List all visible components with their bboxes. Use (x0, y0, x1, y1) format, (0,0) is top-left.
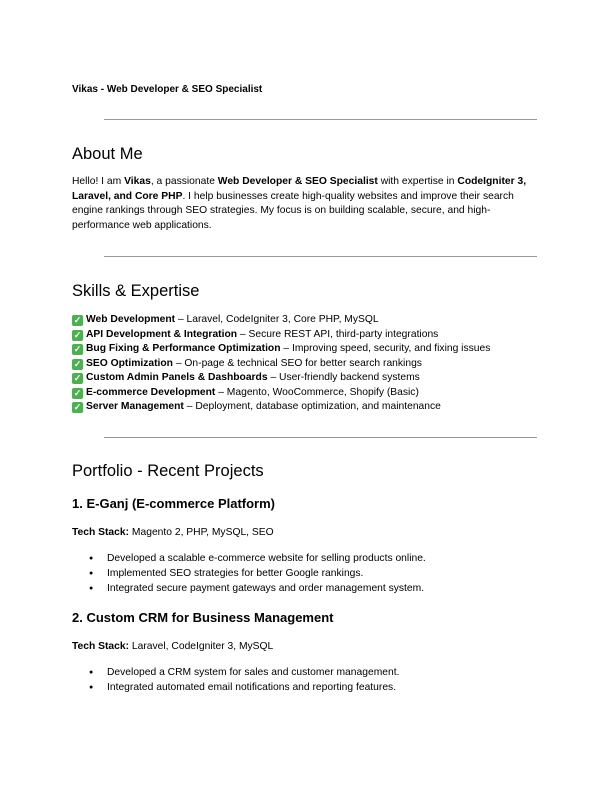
skill-description: – Improving speed, security, and fixing issues (280, 343, 491, 354)
skill-item (72, 357, 490, 372)
skill-item (72, 371, 490, 386)
project-bullets (72, 552, 426, 596)
skill-description: – User-friendly backend systems (267, 372, 420, 383)
divider (104, 437, 537, 438)
list-item: ● Integrated secure payment gateways and order management system. (72, 582, 426, 597)
skill-description: – Laravel, CodeIgniter 3, Core PHP, MySQL (175, 314, 379, 325)
skill-name: Web Development (86, 314, 176, 325)
list-item: ● Integrated automated email notifications and reporting features. (72, 681, 399, 696)
bold-text: CodeIgniter 3, Laravel, and Core PHP (72, 176, 527, 202)
tech-stack-label: Tech Stack: (72, 527, 130, 538)
skill-name: Server Management (86, 401, 184, 412)
project-title: 2. Custom CRM for Business Management (72, 610, 334, 625)
skill-description: – Deployment, database optimization, and maintenance (183, 401, 441, 412)
skill-item (72, 342, 490, 357)
skill-description: – On-page & technical SEO for better search rankings (172, 357, 422, 369)
list-item: ● Implemented SEO strategies for better Google rankings. (72, 567, 426, 582)
tech-stack (72, 527, 274, 538)
project-bullets (72, 666, 399, 696)
text: . I help businesses create high-quality websites and improve their search engine rankings through SEO strategies. My focus is on building scalable, secure, and high-performance web applications. (72, 190, 514, 231)
check-mark-icon: ✓ (73, 315, 82, 325)
tech-stack-label: Tech Stack: (72, 641, 130, 652)
skill-name: Custom Admin Panels & Dashboards (86, 372, 268, 383)
skill-item (72, 328, 490, 343)
check-mark-icon: ✓ (73, 329, 82, 340)
tech-stack (72, 641, 273, 652)
text: , a passionate (150, 176, 218, 187)
divider (104, 119, 537, 120)
skill-name: API Development & Integration (86, 328, 238, 340)
check-mark-icon: ✓ (73, 402, 82, 412)
tech-stack-value: Laravel, CodeIgniter 3, MySQL (129, 641, 274, 652)
skill-item (72, 313, 490, 328)
check-mark-icon: ✓ (73, 387, 82, 398)
skills-heading: Skills & Expertise (72, 282, 200, 300)
divider (104, 256, 537, 257)
skill-description: – Magento, WooCommerce, Shopify (Basic) (215, 386, 419, 398)
skills-list (72, 313, 490, 415)
check-mark-icon: ✓ (73, 373, 82, 383)
list-item: ● Developed a CRM system for sales and customer management. (72, 666, 399, 681)
project-title: 1. E-Ganj (E-commerce Platform) (72, 496, 275, 511)
list-item: ● Developed a scalable e-commerce website for selling products online. (72, 552, 426, 567)
portfolio-heading: Portfolio - Recent Projects (72, 462, 264, 480)
text: with expertise in (377, 176, 458, 187)
bold-text: Web Developer & SEO Specialist (217, 176, 378, 187)
skill-item (72, 400, 490, 415)
document-title: Vikas - Web Developer & SEO Specialist (72, 84, 263, 95)
skill-name: Bug Fixing & Performance Optimization (86, 343, 281, 354)
check-mark-icon: ✓ (73, 344, 82, 354)
about-paragraph (72, 175, 542, 233)
skill-description: – Secure REST API, third-party integrations (237, 328, 439, 340)
text: Hello! I am (72, 176, 125, 187)
skill-name: SEO Optimization (86, 357, 173, 369)
skill-item (72, 386, 490, 401)
tech-stack-value: Magento 2, PHP, MySQL, SEO (129, 527, 274, 538)
about-heading: About Me (72, 145, 143, 163)
bold-text: Vikas (124, 176, 151, 187)
check-mark-icon: ✓ (73, 358, 82, 369)
skill-name: E-commerce Development (86, 386, 216, 398)
